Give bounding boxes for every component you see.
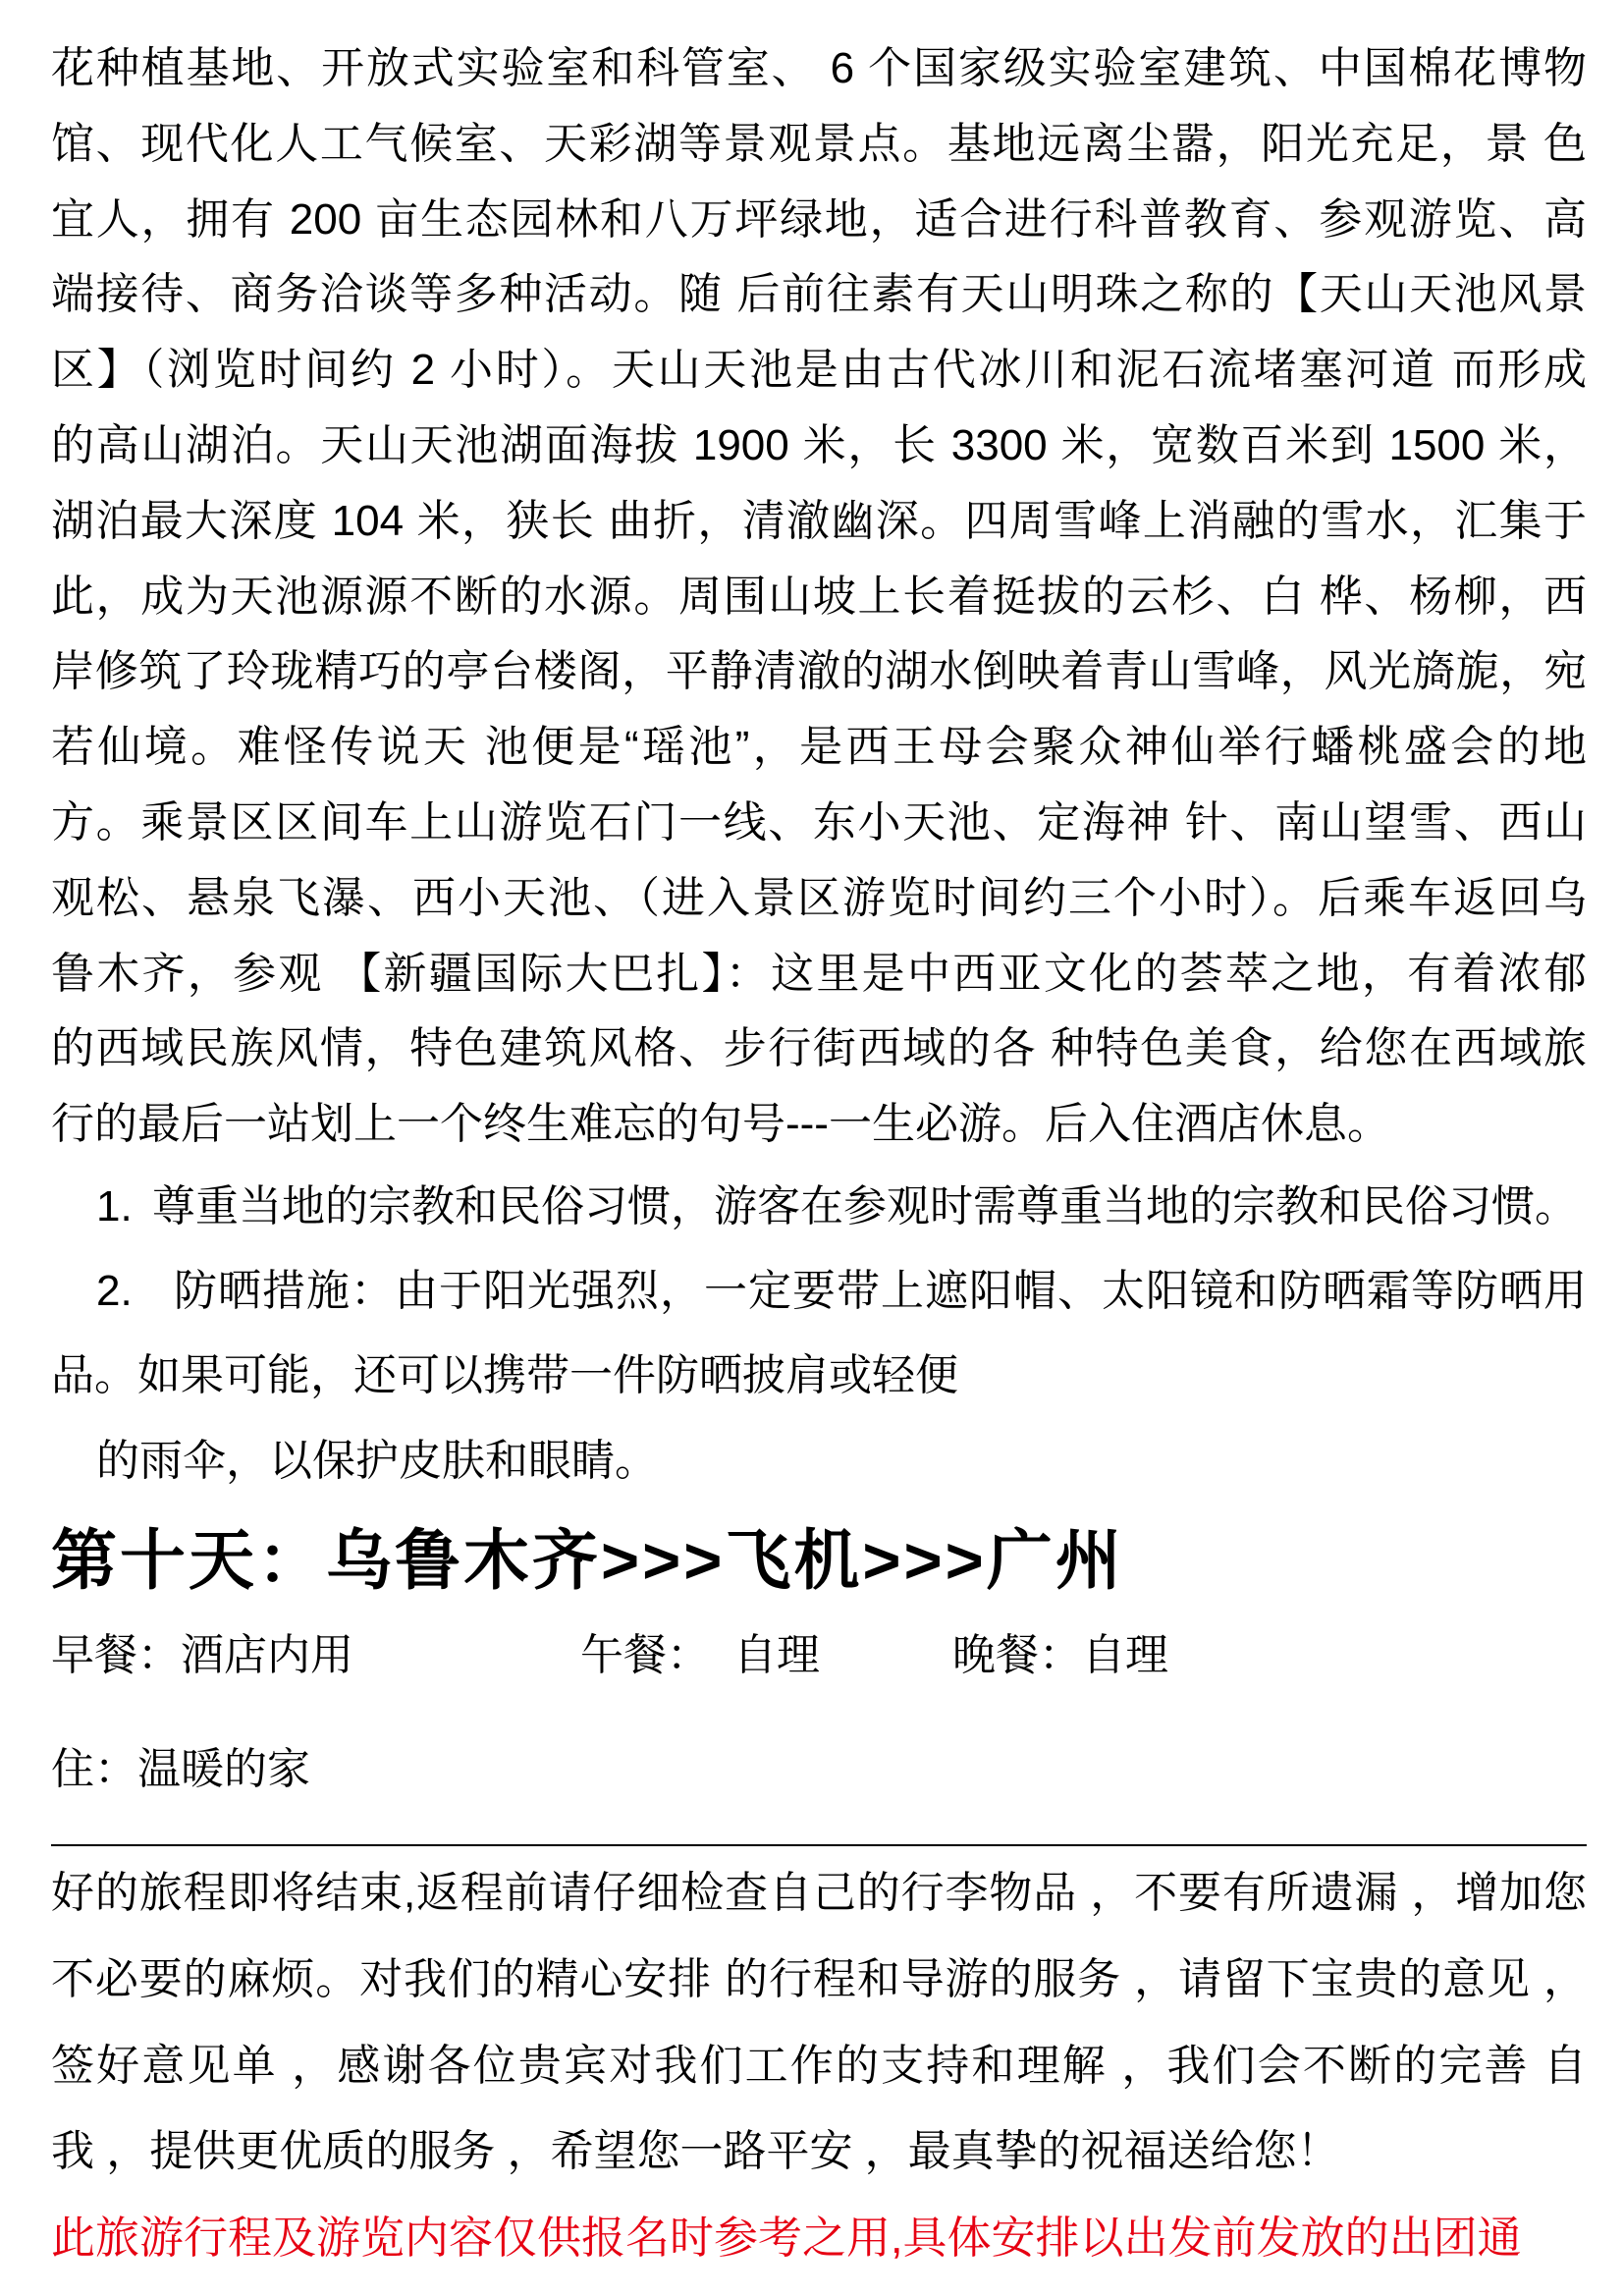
intro-paragraph [51,31,1587,1163]
farewell-line: 好的旅程即将结束,返程前请仔细检查自己的行李物品 ，不要有所遗漏 ，增加您 [51,1869,1587,1917]
meals-row [51,1626,1587,1685]
meal-lunch [580,1626,820,1685]
disclaimer-note: 此旅游行程及游览内容仅供报名时参考之用,具体安排以出发前发放的出团通 [51,2213,1522,2263]
intro-line: 岸修筑了玲珑精巧的亭台楼阁，平静清澈的湖水倒映着青山雪峰，风光旖旎，宛 [51,647,1587,696]
intro-line: 方。乘景区区间车上山游览石门一线、东小天池、定海神 针、南山望雪、西山 [51,797,1587,847]
note-text: 品。如果可能，还可以携带一件防晒披肩或轻便 [51,1351,958,1400]
lodging-row [51,1740,1587,1799]
notes-list [51,1165,1587,1503]
meal-value: 自理 [733,1631,820,1679]
note-marker: 2. [96,1267,133,1316]
farewell-line: 签好意见单 ，感谢各位贵宾对我们工作的支持和理解 ，我们会不断的完善 自 [51,2041,1587,2090]
lodging-value: 温暖的家 [137,1745,310,1793]
note-row [51,1165,1587,1249]
intro-line: 此，成为天池源源不断的水源。周围山坡上长着挺拔的云杉、白 桦、杨柳，西 [51,572,1587,621]
meal-breakfast [51,1626,353,1685]
intro-line: 馆、现代化人工气候室、天彩湖等景观景点。基地远离尘嚣，阳光充足，景 色 [51,119,1587,168]
note-text: 的雨伞，以保护皮肤和眼睛。 [96,1436,658,1485]
note-row [51,1249,1587,1334]
intro-line: 区】（浏览时间约 2 小时）。天山天池是由古代冰川和泥石流堵塞河道 而形成 [51,346,1587,395]
note-text: 尊重当地的宗教和民俗习惯，游客在参观时需尊重当地的宗教和民俗习惯。 [152,1182,1578,1230]
note-item [51,1249,1587,1503]
intro-line: 的西域民族风情，特色建筑风格、步行街西域的各 种特色美食，给您在西域旅 [51,1024,1587,1073]
day-title: 第十天：乌鲁木齐>>>飞机>>>广州 [51,1524,1124,1598]
farewell-line: 不必要的麻烦。对我们的精心安排 的行程和导游的服务 ，请留下宝贵的意见 ， [51,1954,1587,2003]
farewell-paragraph [51,1850,1587,2195]
intro-line: 端接待、商务洽谈等多种活动。随 后前往素有天山明珠之称的【天山天池风景 [51,270,1587,319]
intro-line: 宜人，拥有 200 亩生态园林和八万坪绿地，适合进行科普教育、参观游览、高 [51,194,1587,244]
intro-line: 花种植基地、开放式实验室和科管室、 6 个国家级实验室建筑、中国棉花博物 [51,44,1587,92]
meal-value: 酒店内用 [181,1631,353,1679]
farewell-line: 我 ，提供更优质的服务 ，希望您一路平安 ，最真挚的祝福送给您！ [51,2127,1340,2176]
meal-label: 午餐： [580,1631,710,1679]
meal-label: 晚餐： [952,1631,1082,1679]
intro-line: 观松、悬泉飞瀑、西小天池、（进入景区游览时间约三个小时）。后乘车返回乌 [51,873,1587,922]
intro-line: 湖泊最大深度 104 米，狭长 曲折，清澈幽深。四周雪峰上消融的雪水，汇集于 [51,496,1587,545]
intro-line: 鲁木齐，参观 【新疆国际大巴扎】：这里是中西亚文化的荟萃之地，有着浓郁 [51,949,1587,998]
lodging-label: 住： [51,1745,137,1793]
meal-dinner [952,1626,1168,1685]
intro-line: 行的最后一站划上一个终生难忘的句号---一生必游。后入住酒店休息。 [51,1100,1390,1149]
meal-value: 自理 [1082,1631,1168,1679]
section-divider [51,1844,1587,1846]
note-marker: 1. [96,1182,133,1230]
note-text: 防晒措施：由于阳光强烈，一定要带上遮阳帽、太阳镜和防晒霜等防晒用 [174,1267,1587,1316]
intro-line: 若仙境。难怪传说天 池便是“瑶池”，是西王母会聚众神仙举行蟠桃盛会的地 [51,723,1587,772]
note-item [51,1165,1587,1249]
meal-label: 早餐： [51,1631,181,1679]
intro-line: 的高山湖泊。天山天池湖面海拔 1900 米，长 3300 米，宽数百米到 1500 米， [51,420,1587,469]
